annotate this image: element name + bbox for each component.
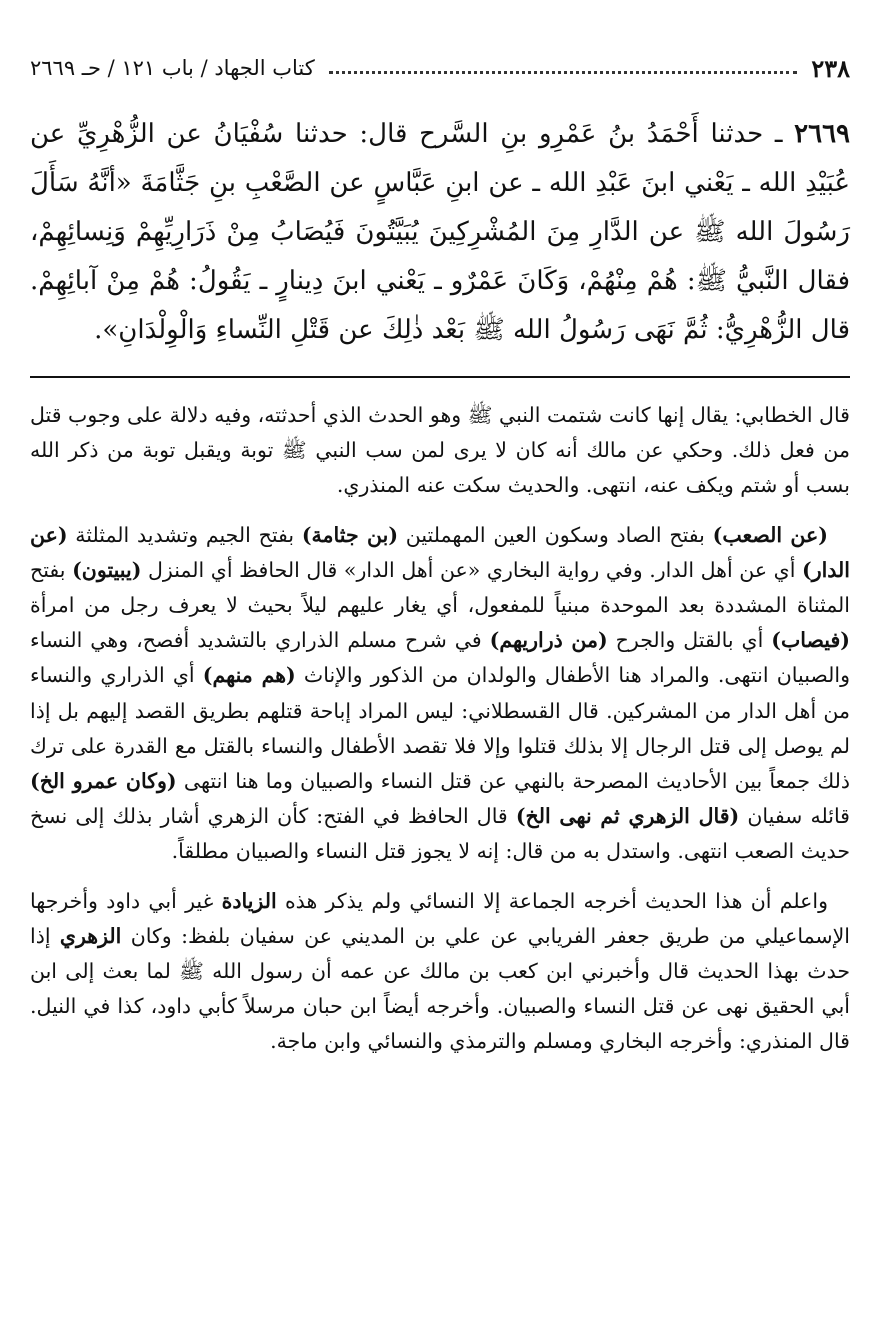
page-header: [30, 50, 850, 86]
term: (فيصاب): [771, 628, 850, 653]
gloss: أي بالقتل والجرح: [607, 628, 772, 653]
gloss: غير أبي داود وأخرجها الإسماعيلي من طريق جعفر الفريابي عن علي بن المديني عن سفيان بلفظ: وكان: [30, 888, 850, 948]
term: الزهري: [59, 923, 122, 948]
commentary-block: [30, 398, 850, 1074]
running-head: كتاب الجهاد / باب ١٢١ / حـ ٢٦٦٩: [30, 56, 315, 80]
term: (وكان عمرو الخ): [30, 769, 177, 794]
hadith-text-block: [30, 110, 850, 355]
gloss: قائله سفيان: [739, 804, 850, 829]
gloss: واعلم أن هذا الحديث أخرجه الجماعة إلا النسائي ولم يذكر هذه: [276, 888, 828, 913]
term: (قال الزهري ثم نهى الخ): [515, 804, 740, 829]
term: (هم منهم): [202, 663, 296, 688]
section-divider: [30, 376, 850, 378]
term: الزيادة: [221, 888, 277, 913]
commentary-paragraph-2: [30, 518, 850, 870]
gloss: بفتح الصاد وسكون العين المهملتين: [398, 522, 713, 547]
commentary-paragraph-1: قال الخطابي: يقال إنها كانت شتمت النبي ﷺ وهو الحدث الذي أحدثته، وفيه دلالة على وجوب قتل من فعل ذلك. وحكي عن مالك أنه كان لا يرى لمن سب النبي ﷺ توبة ويقبل توبة من ذكر الله بسب أو شتم ويكف عنه، انتهى. والحديث سكت عنه المنذري.: [30, 403, 850, 498]
gloss: أي عن أهل الدار. وفي رواية البخاري «عن أهل الدار» قال الحافظ أي المنزل: [141, 557, 802, 582]
term: (يبيتون): [72, 557, 142, 582]
term: (عن الصعب): [712, 522, 828, 547]
gloss: بفتح الجيم وتشديد المثلثة: [67, 522, 302, 547]
dotted-leader: [329, 71, 798, 74]
term: (عن الدار): [30, 522, 850, 582]
book-page: [30, 0, 850, 1337]
gloss: في شرح مسلم الذراري بالتشديد أفصح، وهي النساء والصبيان انتهى. والمراد هنا الأطفال والولدان من الذكور والإناث: [30, 628, 851, 688]
gloss: أي الذراري والنساء من أهل الدار من المشركين. قال القسطلاني: ليس المراد إباحة قتلهم بطريق القصد إليهم بل إذا لم يوصل إلى قتل الرجال إلا بذلك قتلوا وإلا فلا تقصد الأطفال والنساء بالقتل مع القدرة على ترك ذلك جمعاً بين الأحاديث المصرحة بالنهي عن قتل النساء والصبيان وما هنا انتهى: [30, 663, 851, 794]
gloss: إذا حدث بهذا الحديث قال وأخبرني ابن كعب بن مالك عن عمه أن رسول الله ﷺ لما بعث إلى ابن أبي الحقيق نهى عن قتل النساء والصبيان. وأخرجه أيضاً ابن حبان مرسلاً كأبي داود، كذا في النيل. قال المنذري: وأخرجه البخاري ومسلم والترمذي والنسائي وابن ماجة.: [30, 923, 850, 1054]
page-number: ٢٣٨: [811, 53, 850, 83]
term: (من ذراريهم): [489, 628, 608, 653]
gloss: قال الحافظ في الفتح: كأن الزهري أشار بذلك إلى نسخ حديث الصعب انتهى. واستدل به من قال: إنه لا يجوز قتل النساء والصبيان مطلقاً.: [30, 804, 850, 864]
hadith-number: ٢٦٦٩: [794, 119, 851, 149]
commentary-paragraph-3: [30, 884, 850, 1060]
term: (بن جثامة): [301, 522, 399, 547]
hadith-text: ـ حدثنا أَحْمَدُ بنُ عَمْرِو بنِ السَّرح قال: حدثنا سُفْيَانُ عن الزُّهْرِيِّ عن عُبَيْدِ الله ـ يَعْني ابنَ عَبْدِ الله ـ عن ابنِ عَبَّاسٍ عن الصَّعْبِ بنِ جَثَّامَةَ «أنَّهُ سَأَلَ رَسُولَ الله ﷺ عن الدَّارِ مِنَ المُشْرِكِينَ يُبَيَّتُونَ فَيُصَابُ مِنْ ذَرَارِيِّهِمْ وَنِسائِهِمْ، فقال النَّبيُّ ﷺ: هُمْ مِنْهُمْ، وَكَانَ عَمْرٌو ـ يَعْني ابنَ دِينارٍ ـ يَقُولُ: هُمْ مِنْ آبائِهِمْ. قال الزُّهْرِيُّ: ثُمَّ نَهَى رَسُولُ الله ﷺ بَعْد ذٰلِكَ عن قَتْلِ النِّساءِ وَالْوِلْدَانِ».: [30, 119, 850, 345]
gloss: بفتح المثناة المشددة بعد الموحدة مبنياً للمفعول، أي يغار عليهم ليلاً بحيث لا يعرف رجل من امرأة: [30, 557, 850, 618]
